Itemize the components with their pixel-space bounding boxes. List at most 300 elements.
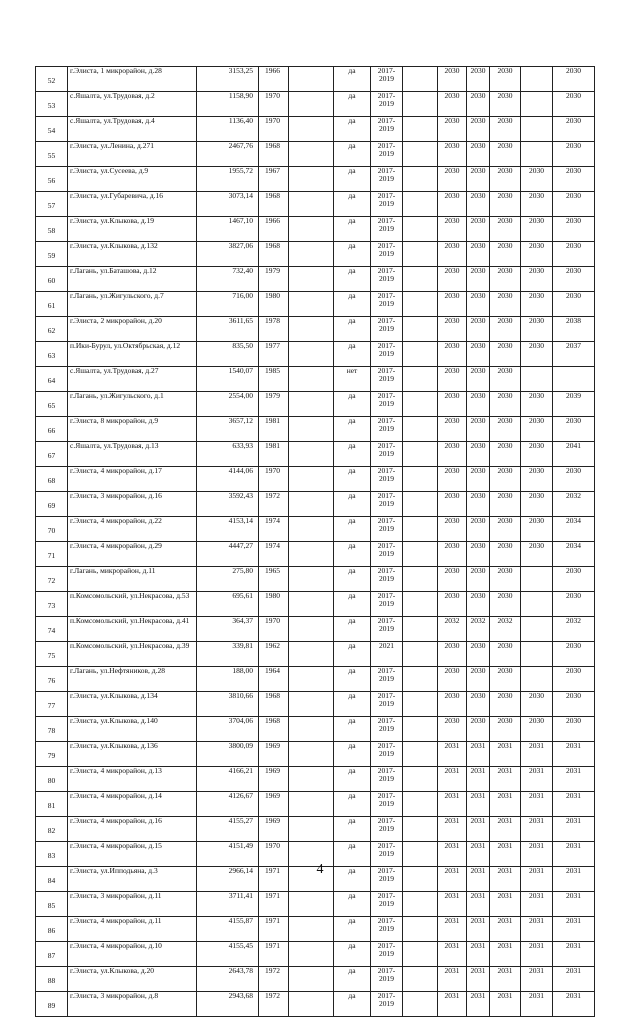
year-cell: 2030 [490, 517, 521, 542]
year-cell: 2030 [490, 217, 521, 242]
area-cell: 732,40 [197, 267, 259, 292]
blank-cell [403, 492, 438, 517]
year-cell: 2030 [553, 567, 595, 592]
table-row [36, 717, 595, 742]
blank-cell [289, 817, 334, 842]
table-row [36, 567, 595, 592]
blank-cell [403, 967, 438, 992]
blank-cell [289, 117, 334, 142]
year-built-cell: 1970 [259, 117, 289, 142]
area-cell: 4155,45 [197, 942, 259, 967]
year-cell: 2030 [438, 517, 467, 542]
year-built-cell: 1979 [259, 392, 289, 417]
year-cell: 2030 [490, 717, 521, 742]
table-row [36, 117, 595, 142]
address-cell: с.Яшалта, ул.Трудовая, д.27 [68, 367, 197, 392]
year-cell: 2032 [467, 617, 490, 642]
year-built-cell: 1969 [259, 817, 289, 842]
year-cell: 2031 [521, 967, 553, 992]
period-cell: 2017-2019 [371, 117, 403, 142]
status-cell: да [334, 192, 371, 217]
table-row [36, 692, 595, 717]
address-cell: п.Комсомольский, ул.Некрасова, д.53 [68, 592, 197, 617]
period-cell: 2017-2019 [371, 667, 403, 692]
area-cell: 2966,14 [197, 867, 259, 892]
blank-cell [289, 92, 334, 117]
address-cell: с.Яшалта, ул.Трудовая, д.2 [68, 92, 197, 117]
year-cell: 2031 [490, 742, 521, 767]
year-cell: 2031 [521, 867, 553, 892]
year-cell: 2030 [438, 667, 467, 692]
year-cell: 2031 [467, 792, 490, 817]
year-cell [521, 642, 553, 667]
address-cell: г.Элиста, 4 микрорайон, д.11 [68, 917, 197, 942]
year-cell: 2030 [490, 542, 521, 567]
table-row [36, 142, 595, 167]
address-cell: п.Комсомольский, ул.Некрасова, д.41 [68, 617, 197, 642]
area-cell: 633,93 [197, 442, 259, 467]
area-cell: 1955,72 [197, 167, 259, 192]
row-number-cell: 70 [36, 517, 68, 542]
year-cell: 2031 [467, 917, 490, 942]
year-cell: 2031 [467, 967, 490, 992]
row-number-cell: 74 [36, 617, 68, 642]
table-row [36, 242, 595, 267]
blank-cell [289, 67, 334, 92]
year-cell: 2030 [438, 267, 467, 292]
year-cell: 2031 [467, 767, 490, 792]
year-cell: 2030 [467, 542, 490, 567]
year-cell: 2030 [521, 467, 553, 492]
address-cell: г.Элиста, ул.Клыкова, д.140 [68, 717, 197, 742]
address-cell: г.Элиста, 4 микрорайон, д.15 [68, 842, 197, 867]
blank-cell [289, 367, 334, 392]
row-number-cell: 53 [36, 92, 68, 117]
year-cell: 2030 [553, 467, 595, 492]
year-cell: 2030 [553, 242, 595, 267]
year-cell [521, 117, 553, 142]
year-cell: 2030 [490, 292, 521, 317]
period-cell: 2017-2019 [371, 717, 403, 742]
blank-cell [403, 442, 438, 467]
year-cell: 2031 [553, 792, 595, 817]
year-cell: 2031 [490, 767, 521, 792]
row-number-cell: 77 [36, 692, 68, 717]
blank-cell [403, 942, 438, 967]
year-cell [521, 92, 553, 117]
status-cell: да [334, 667, 371, 692]
year-cell: 2030 [521, 342, 553, 367]
address-cell: г.Элиста, 4 микрорайон, д.14 [68, 792, 197, 817]
period-cell: 2017-2019 [371, 417, 403, 442]
year-cell: 2031 [438, 917, 467, 942]
blank-cell [289, 192, 334, 217]
year-cell: 2031 [490, 967, 521, 992]
year-cell: 2030 [521, 242, 553, 267]
year-cell: 2031 [467, 942, 490, 967]
period-cell: 2017-2019 [371, 817, 403, 842]
status-cell: да [334, 817, 371, 842]
blank-cell [289, 342, 334, 367]
year-cell: 2030 [438, 417, 467, 442]
year-cell: 2030 [553, 192, 595, 217]
address-cell: п.Ики-Бурул, ул.Октябрьская, д.12 [68, 342, 197, 367]
address-cell: г.Элиста, 1 микрорайон, д.28 [68, 67, 197, 92]
blank-cell [403, 892, 438, 917]
period-cell: 2017-2019 [371, 67, 403, 92]
address-cell: п.Комсомольский, ул.Некрасова, д.39 [68, 642, 197, 667]
status-cell: да [334, 517, 371, 542]
year-cell: 2030 [490, 267, 521, 292]
year-cell: 2030 [521, 267, 553, 292]
year-cell: 2030 [553, 692, 595, 717]
year-cell: 2030 [490, 142, 521, 167]
row-number-cell: 86 [36, 917, 68, 942]
year-cell [521, 67, 553, 92]
year-cell: 2031 [553, 817, 595, 842]
year-cell: 2030 [438, 367, 467, 392]
period-cell: 2017-2019 [371, 567, 403, 592]
year-cell: 2030 [490, 642, 521, 667]
year-cell: 2030 [467, 667, 490, 692]
area-cell: 339,81 [197, 642, 259, 667]
year-cell: 2030 [467, 492, 490, 517]
year-cell [521, 592, 553, 617]
blank-cell [403, 617, 438, 642]
area-cell: 4144,06 [197, 467, 259, 492]
area-cell: 2554,00 [197, 392, 259, 417]
area-cell: 3711,41 [197, 892, 259, 917]
blank-cell [403, 692, 438, 717]
year-cell: 2032 [553, 617, 595, 642]
blank-cell [403, 417, 438, 442]
address-cell: г.Элиста, 4 микрорайон, д.16 [68, 817, 197, 842]
status-cell: да [334, 642, 371, 667]
year-built-cell: 1962 [259, 642, 289, 667]
blank-cell [289, 392, 334, 417]
period-cell: 2017-2019 [371, 792, 403, 817]
year-cell: 2030 [438, 392, 467, 417]
blank-cell [403, 92, 438, 117]
period-cell: 2017-2019 [371, 317, 403, 342]
year-cell: 2031 [467, 992, 490, 1017]
status-cell: да [334, 592, 371, 617]
year-cell: 2031 [553, 942, 595, 967]
year-built-cell: 1980 [259, 592, 289, 617]
period-cell: 2017-2019 [371, 917, 403, 942]
table-row [36, 217, 595, 242]
blank-cell [289, 567, 334, 592]
area-cell: 3153,25 [197, 67, 259, 92]
row-number-cell: 61 [36, 292, 68, 317]
address-cell: г.Элиста, ул.Ленина, д.271 [68, 142, 197, 167]
year-cell: 2031 [521, 767, 553, 792]
blank-cell [403, 517, 438, 542]
table-row [36, 592, 595, 617]
year-cell: 2030 [467, 642, 490, 667]
blank-cell [403, 567, 438, 592]
address-cell: г.Элиста, 3 микрорайон, д.11 [68, 892, 197, 917]
year-cell: 2030 [490, 117, 521, 142]
row-number-cell: 59 [36, 242, 68, 267]
year-cell: 2031 [467, 867, 490, 892]
table-row [36, 92, 595, 117]
area-cell: 3800,09 [197, 742, 259, 767]
year-cell: 2030 [490, 692, 521, 717]
table-row [36, 617, 595, 642]
blank-cell [289, 417, 334, 442]
address-cell: г.Элиста, ул.Сусеева, д.9 [68, 167, 197, 192]
table-row [36, 767, 595, 792]
address-cell: г.Элиста, ул.Клыкова, д.132 [68, 242, 197, 267]
status-cell: да [334, 117, 371, 142]
table-row [36, 367, 595, 392]
year-cell: 2031 [521, 742, 553, 767]
year-built-cell: 1977 [259, 342, 289, 367]
blank-cell [289, 792, 334, 817]
page-number: 4 [316, 862, 324, 877]
period-cell: 2017-2019 [371, 592, 403, 617]
address-cell: с.Яшалта, ул.Трудовая, д.4 [68, 117, 197, 142]
row-number-cell: 69 [36, 492, 68, 517]
year-cell: 2031 [490, 892, 521, 917]
blank-cell [289, 467, 334, 492]
year-cell: 2030 [467, 467, 490, 492]
blank-cell [289, 292, 334, 317]
address-cell: г.Элиста, 8 микрорайон, д.9 [68, 417, 197, 442]
row-number-cell: 64 [36, 367, 68, 392]
blank-cell [403, 467, 438, 492]
year-cell: 2031 [438, 842, 467, 867]
period-cell: 2017-2019 [371, 542, 403, 567]
year-built-cell: 1971 [259, 892, 289, 917]
year-built-cell: 1974 [259, 517, 289, 542]
year-built-cell: 1968 [259, 192, 289, 217]
table-row [36, 667, 595, 692]
address-cell: г.Элиста, 4 микрорайон, д.17 [68, 467, 197, 492]
period-cell: 2017-2019 [371, 892, 403, 917]
table-row [36, 292, 595, 317]
address-cell: г.Элиста, ул.Клыкова, д.19 [68, 217, 197, 242]
year-cell: 2030 [521, 542, 553, 567]
year-cell: 2030 [438, 717, 467, 742]
status-cell: да [334, 392, 371, 417]
area-cell: 4126,67 [197, 792, 259, 817]
row-number-cell: 83 [36, 842, 68, 867]
area-cell: 3704,06 [197, 717, 259, 742]
area-cell: 1136,40 [197, 117, 259, 142]
blank-cell [403, 117, 438, 142]
year-cell [521, 617, 553, 642]
address-cell: г.Элиста, 3 микрорайон, д.16 [68, 492, 197, 517]
period-cell: 2017-2019 [371, 292, 403, 317]
row-number-cell: 63 [36, 342, 68, 367]
year-cell: 2030 [490, 167, 521, 192]
year-cell: 2030 [467, 92, 490, 117]
year-cell: 2032 [438, 617, 467, 642]
blank-cell [403, 642, 438, 667]
status-cell: да [334, 542, 371, 567]
status-cell: да [334, 967, 371, 992]
period-cell: 2017-2019 [371, 92, 403, 117]
table-row [36, 317, 595, 342]
year-cell: 2031 [438, 792, 467, 817]
year-cell: 2031 [521, 992, 553, 1017]
year-cell: 2030 [521, 717, 553, 742]
blank-cell [403, 392, 438, 417]
year-cell: 2030 [467, 717, 490, 742]
year-cell: 2031 [553, 867, 595, 892]
year-built-cell: 1981 [259, 417, 289, 442]
table-row [36, 342, 595, 367]
year-built-cell: 1966 [259, 67, 289, 92]
year-cell: 2031 [490, 817, 521, 842]
blank-cell [289, 542, 334, 567]
table-row [36, 492, 595, 517]
year-cell: 2031 [521, 842, 553, 867]
area-cell: 364,37 [197, 617, 259, 642]
blank-cell [403, 217, 438, 242]
blank-cell [289, 642, 334, 667]
area-cell: 4153,14 [197, 517, 259, 542]
year-cell: 2030 [490, 417, 521, 442]
year-cell: 2030 [467, 692, 490, 717]
year-cell: 2032 [553, 492, 595, 517]
row-number-cell: 85 [36, 892, 68, 917]
year-cell: 2030 [521, 492, 553, 517]
year-cell: 2030 [467, 67, 490, 92]
year-built-cell: 1972 [259, 967, 289, 992]
table-row [36, 392, 595, 417]
year-cell: 2031 [438, 867, 467, 892]
year-cell: 2030 [490, 442, 521, 467]
year-cell: 2031 [490, 867, 521, 892]
year-cell: 2031 [467, 817, 490, 842]
year-built-cell: 1980 [259, 292, 289, 317]
year-cell: 2031 [438, 892, 467, 917]
blank-cell [289, 217, 334, 242]
row-number-cell: 84 [36, 867, 68, 892]
blank-cell [289, 317, 334, 342]
year-cell: 2030 [521, 192, 553, 217]
year-cell: 2030 [490, 192, 521, 217]
year-cell [521, 142, 553, 167]
address-cell: г.Элиста, ул.Ипподьяна, д.3 [68, 867, 197, 892]
status-cell: да [334, 142, 371, 167]
status-cell: да [334, 317, 371, 342]
year-cell: 2030 [438, 167, 467, 192]
year-cell: 2030 [438, 567, 467, 592]
period-cell: 2017-2019 [371, 692, 403, 717]
year-cell: 2030 [490, 392, 521, 417]
period-cell: 2017-2019 [371, 217, 403, 242]
blank-cell [403, 267, 438, 292]
year-cell: 2031 [438, 817, 467, 842]
year-cell: 2031 [553, 917, 595, 942]
status-cell: да [334, 692, 371, 717]
area-cell: 695,61 [197, 592, 259, 617]
year-cell: 2030 [438, 92, 467, 117]
blank-cell [403, 917, 438, 942]
year-cell: 2031 [521, 892, 553, 917]
year-cell: 2030 [490, 667, 521, 692]
year-cell: 2030 [438, 342, 467, 367]
year-cell: 2030 [521, 317, 553, 342]
year-cell: 2030 [490, 242, 521, 267]
year-built-cell: 1970 [259, 92, 289, 117]
address-cell: г.Элиста, 3 микрорайон, д.8 [68, 992, 197, 1017]
address-cell: г.Элиста, ул.Клыкова, д.20 [68, 967, 197, 992]
area-cell: 2643,78 [197, 967, 259, 992]
year-cell: 2030 [467, 317, 490, 342]
address-cell: г.Элиста, 4 микрорайон, д.10 [68, 942, 197, 967]
year-built-cell: 1968 [259, 242, 289, 267]
year-cell: 2031 [438, 942, 467, 967]
year-cell: 2030 [438, 467, 467, 492]
year-cell: 2031 [438, 742, 467, 767]
blank-cell [403, 992, 438, 1017]
year-cell: 2030 [438, 642, 467, 667]
address-cell: г.Элиста, 4 микрорайон, д.22 [68, 517, 197, 542]
year-cell: 2030 [438, 192, 467, 217]
period-cell: 2017-2019 [371, 342, 403, 367]
year-cell: 2030 [521, 442, 553, 467]
area-cell: 1158,90 [197, 92, 259, 117]
period-cell: 2017-2019 [371, 767, 403, 792]
year-cell: 2030 [467, 242, 490, 267]
area-cell: 3810,66 [197, 692, 259, 717]
period-cell: 2017-2019 [371, 167, 403, 192]
status-cell: да [334, 767, 371, 792]
year-cell: 2030 [490, 67, 521, 92]
year-cell: 2030 [467, 567, 490, 592]
year-cell: 2030 [490, 492, 521, 517]
period-cell: 2017-2019 [371, 192, 403, 217]
address-cell: с.Яшалта, ул.Трудовая, д.13 [68, 442, 197, 467]
period-cell: 2017-2019 [371, 142, 403, 167]
table-row [36, 967, 595, 992]
year-built-cell: 1969 [259, 742, 289, 767]
row-number-cell: 78 [36, 717, 68, 742]
table-row [36, 467, 595, 492]
year-cell: 2030 [438, 542, 467, 567]
row-number-cell: 60 [36, 267, 68, 292]
row-number-cell: 57 [36, 192, 68, 217]
table-row [36, 817, 595, 842]
year-cell: 2030 [438, 492, 467, 517]
year-built-cell: 1985 [259, 367, 289, 392]
blank-cell [289, 667, 334, 692]
status-cell: да [334, 567, 371, 592]
year-cell: 2030 [521, 517, 553, 542]
address-cell: г.Элиста, 4 микрорайон, д.29 [68, 542, 197, 567]
address-cell: г.Элиста, 2 микрорайон, д.20 [68, 317, 197, 342]
year-cell: 2031 [521, 792, 553, 817]
blank-cell [403, 317, 438, 342]
blank-cell [289, 617, 334, 642]
row-number-cell: 67 [36, 442, 68, 467]
year-cell: 2031 [553, 742, 595, 767]
year-cell: 2030 [553, 67, 595, 92]
year-built-cell: 1972 [259, 492, 289, 517]
row-number-cell: 82 [36, 817, 68, 842]
row-number-cell: 52 [36, 67, 68, 92]
row-number-cell: 66 [36, 417, 68, 442]
year-cell: 2030 [490, 317, 521, 342]
status-cell: да [334, 417, 371, 442]
area-cell: 3073,14 [197, 192, 259, 217]
status-cell: да [334, 742, 371, 767]
